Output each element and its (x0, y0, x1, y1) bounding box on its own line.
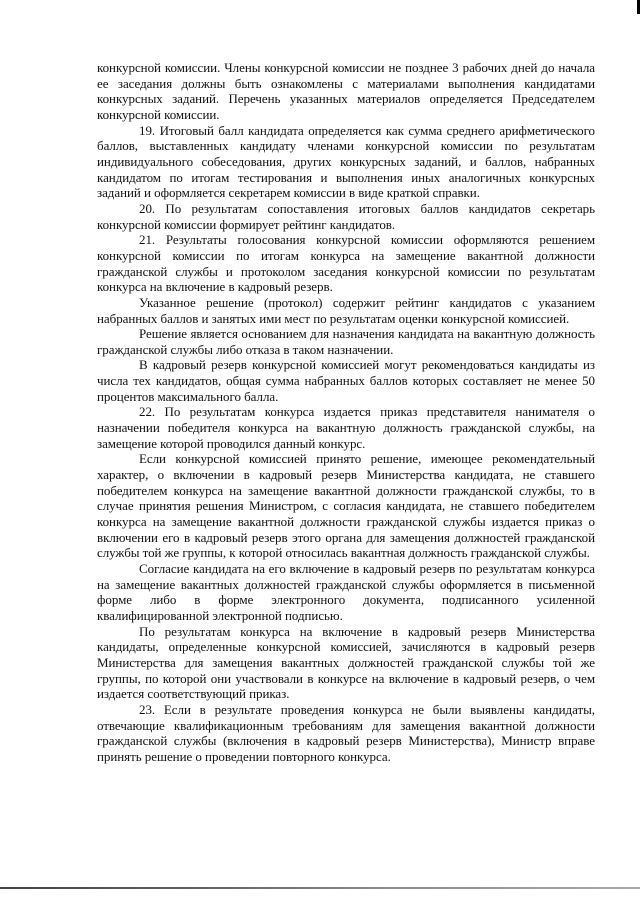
paragraph-23: 23. Если в результате проведения конкурса не были выявлены кандидаты, отвечающие квалификационным требованиям для замещения вакантной должности гражданской службы (включения в кадровый резерв Министерства), Министр вправе принять решение о проведении повторного конкурса. (97, 701, 595, 764)
paragraph-22-reserve-enrollment: По результатам конкурса на включение в кадровый резерв Министерства кандидаты, определенные конкурсной комиссией, зачисляются в кадровый резерв Министерства для замещения вакантных должностей гражданской службы той же группы, по которой они участвовали в конкурсе на включение в кадровый резерв, о чем издается соответствующий приказ. (97, 623, 595, 702)
scan-bottom-edge (0, 887, 640, 889)
paragraph-21-decision-rating: Указанное решение (протокол) содержит рейтинг кандидатов с указанием набранных баллов и занятых ими мест по результатам оценки конкурсной комиссией. (97, 294, 595, 326)
document-page (97, 60, 595, 765)
paragraph-continuation: конкурсной комиссии. Члены конкурсной комиссии не позднее 3 рабочих дней до начала ее заседания должны быть ознакомлены с материалами выполнения кандидатами конкурсных заданий. Перечень указанных материалов определяется Председателем конкурсной комиссии. (97, 60, 595, 122)
paragraph-21-reserve-recommendation: В кадровый резерв конкурсной комиссией могут рекомендоваться кандидаты из числа тех кандидатов, общая сумма набранных баллов которых составляет не менее 50 процентов максимального балла. (97, 357, 595, 404)
paragraph-21-decision-basis: Решение является основанием для назначения кандидата на вакантную должность гражданской службы либо отказа в таком назначении. (97, 326, 595, 357)
paragraph-20: 20. По результатам сопоставления итоговых баллов кандидатов секретарь конкурсной комиссии формирует рейтинг кандидатов. (97, 200, 595, 232)
paragraph-22-consent: Согласие кандидата на его включение в кадровый резерв по результатам конкурса на замещение вакантных должностей гражданской службы оформляется в письменной форме либо в форме электронного документа, подписанного усиленной квалифицированной электронной подписью. (97, 561, 595, 623)
paragraph-22-reserve-inclusion: Если конкурсной комиссией принято решение, имеющее рекомендательный характер, о включении в кадровый резерв Министерства кандидата, не ставшего победителем конкурса на замещение вакантной должности гражданской службы, то в случае принятия решения Министром, с согласия кандидата, не ставшего победителем конкурса на замещение вакантной должности гражданской службы издается приказ о включении его в кадровый резерв этого органа для замещения должностей гражданской службы той же группы, к которой относилась вакантная должность гражданской службы. (97, 451, 595, 561)
paragraph-21: 21. Результаты голосования конкурсной комиссии оформляются решением конкурсной комиссии по итогам конкурса на замещение вакантной должности гражданской службы и протоколом заседания конкурсной комиссии по результатам конкурса на включение в кадровый резерв. (97, 232, 595, 295)
paragraph-19: 19. Итоговый балл кандидата определяется как сумма среднего арифметического баллов, выставленных кандидату членами конкурсной комиссии по результатам индивидуального собеседования, других конкурсных заданий, и баллов, набранных кандидатом по итогам тестирования и выполнения иных аналогичных конкурсных заданий и оформляется секретарем комиссии в виде краткой справки. (97, 122, 595, 201)
paragraph-22: 22. По результатам конкурса издается приказ представителя нанимателя о назначении победителя конкурса на вакантную должность гражданской службы, на замещение которой проводился данный конкурс. (97, 404, 595, 451)
